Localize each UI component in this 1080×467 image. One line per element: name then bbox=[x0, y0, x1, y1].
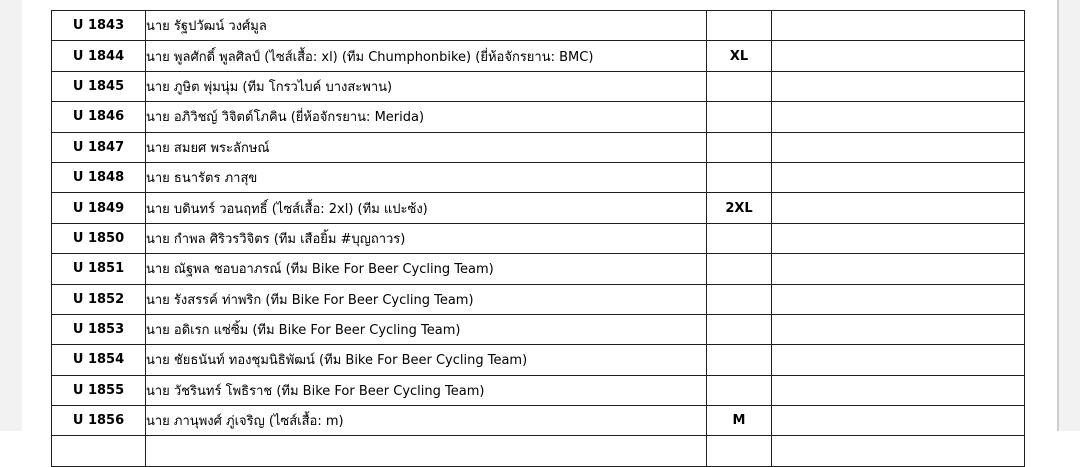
table-row bbox=[52, 102, 1025, 132]
shirt-size bbox=[707, 345, 772, 375]
participant-name: นาย ธนารัตร ภาสุข bbox=[146, 162, 707, 192]
table-row bbox=[52, 193, 1025, 223]
note-cell bbox=[772, 193, 1025, 223]
shirt-size: M bbox=[707, 406, 772, 436]
note-cell bbox=[772, 132, 1025, 162]
note-cell bbox=[772, 223, 1025, 253]
bib-number: U 1846 bbox=[52, 102, 146, 132]
participant-name: นาย ภานุพงศ์ ภู่เจริญ (ไซส์เสื้อ: m) bbox=[146, 406, 707, 436]
table-row bbox=[52, 284, 1025, 314]
participant-name: นาย บดินทร์ วอนฤทธิ์ (ไซส์เสื้อ: 2xl) (ทีม แปะซ้ง) bbox=[146, 193, 707, 223]
participant-name bbox=[146, 436, 707, 466]
bib-number: U 1854 bbox=[52, 345, 146, 375]
shirt-size bbox=[707, 71, 772, 101]
shirt-size bbox=[707, 223, 772, 253]
participant-table-body bbox=[52, 11, 1025, 467]
shirt-size bbox=[707, 102, 772, 132]
participant-name: นาย วัชรินทร์ โพธิราช (ทีม Bike For Beer Cycling Team) bbox=[146, 375, 707, 405]
note-cell bbox=[772, 102, 1025, 132]
shirt-size: 2XL bbox=[707, 193, 772, 223]
participant-name: นาย สมยศ พระลักษณ์ bbox=[146, 132, 707, 162]
bib-number: U 1850 bbox=[52, 223, 146, 253]
shirt-size bbox=[707, 284, 772, 314]
table-row bbox=[52, 11, 1025, 41]
table-row bbox=[52, 406, 1025, 436]
bib-number bbox=[52, 436, 146, 466]
participant-name: นาย รังสรรค์ ท่าพริก (ทีม Bike For Beer Cycling Team) bbox=[146, 284, 707, 314]
note-cell bbox=[772, 11, 1025, 41]
note-cell bbox=[772, 162, 1025, 192]
participant-name: นาย ภูษิต พุ่มนุ่ม (ทีม โกรวไบค์ บางสะพาน) bbox=[146, 71, 707, 101]
note-cell bbox=[772, 375, 1025, 405]
shirt-size bbox=[707, 314, 772, 344]
page-margin-left bbox=[0, 0, 22, 431]
note-cell bbox=[772, 284, 1025, 314]
table-row bbox=[52, 436, 1025, 466]
participant-name: นาย พูลศักดิ์ พูลศิลป์ (ไซส์เสื้อ: xl) (ทีม Chumphonbike) (ยี่ห้อจักรยาน: BMC) bbox=[146, 41, 707, 71]
note-cell bbox=[772, 41, 1025, 71]
bib-number: U 1851 bbox=[52, 254, 146, 284]
participant-name: นาย อดิเรก แซ่ซิ้ม (ทีม Bike For Beer Cycling Team) bbox=[146, 314, 707, 344]
note-cell bbox=[772, 436, 1025, 466]
table-row bbox=[52, 132, 1025, 162]
table-row bbox=[52, 223, 1025, 253]
table-row bbox=[52, 375, 1025, 405]
table-row bbox=[52, 314, 1025, 344]
participant-table bbox=[51, 10, 1025, 467]
participant-name: นาย กำพล ศิริวรวิจิตร (ทีม เสือยิ้ม #บุญถาวร) bbox=[146, 223, 707, 253]
note-cell bbox=[772, 71, 1025, 101]
participant-name: นาย ชัยธนันท์ ทองชุมนิธิพัฒน์ (ทีม Bike For Beer Cycling Team) bbox=[146, 345, 707, 375]
bib-number: U 1843 bbox=[52, 11, 146, 41]
bib-number: U 1844 bbox=[52, 41, 146, 71]
bib-number: U 1847 bbox=[52, 132, 146, 162]
bib-number: U 1848 bbox=[52, 162, 146, 192]
shirt-size bbox=[707, 436, 772, 466]
table-row bbox=[52, 162, 1025, 192]
bib-number: U 1845 bbox=[52, 71, 146, 101]
note-cell bbox=[772, 345, 1025, 375]
shirt-size bbox=[707, 254, 772, 284]
table-row bbox=[52, 345, 1025, 375]
participant-name: นาย อภิวิชญ์ วิจิตต์โภคิน (ยี่ห้อจักรยาน: Merida) bbox=[146, 102, 707, 132]
scroll-edge bbox=[1057, 0, 1059, 431]
participant-name: นาย รัฐปวัฒน์ วงศ์มูล bbox=[146, 11, 707, 41]
bib-number: U 1852 bbox=[52, 284, 146, 314]
bib-number: U 1853 bbox=[52, 314, 146, 344]
shirt-size bbox=[707, 11, 772, 41]
table-row bbox=[52, 254, 1025, 284]
shirt-size: XL bbox=[707, 41, 772, 71]
note-cell bbox=[772, 314, 1025, 344]
page-margin-right bbox=[1058, 0, 1080, 431]
shirt-size bbox=[707, 375, 772, 405]
bib-number: U 1849 bbox=[52, 193, 146, 223]
participant-name: นาย ณัฐพล ชอบอาภรณ์ (ทีม Bike For Beer Cycling Team) bbox=[146, 254, 707, 284]
table-row bbox=[52, 71, 1025, 101]
table-row bbox=[52, 41, 1025, 71]
bib-number: U 1856 bbox=[52, 406, 146, 436]
note-cell bbox=[772, 254, 1025, 284]
bib-number: U 1855 bbox=[52, 375, 146, 405]
shirt-size bbox=[707, 132, 772, 162]
note-cell bbox=[772, 406, 1025, 436]
shirt-size bbox=[707, 162, 772, 192]
